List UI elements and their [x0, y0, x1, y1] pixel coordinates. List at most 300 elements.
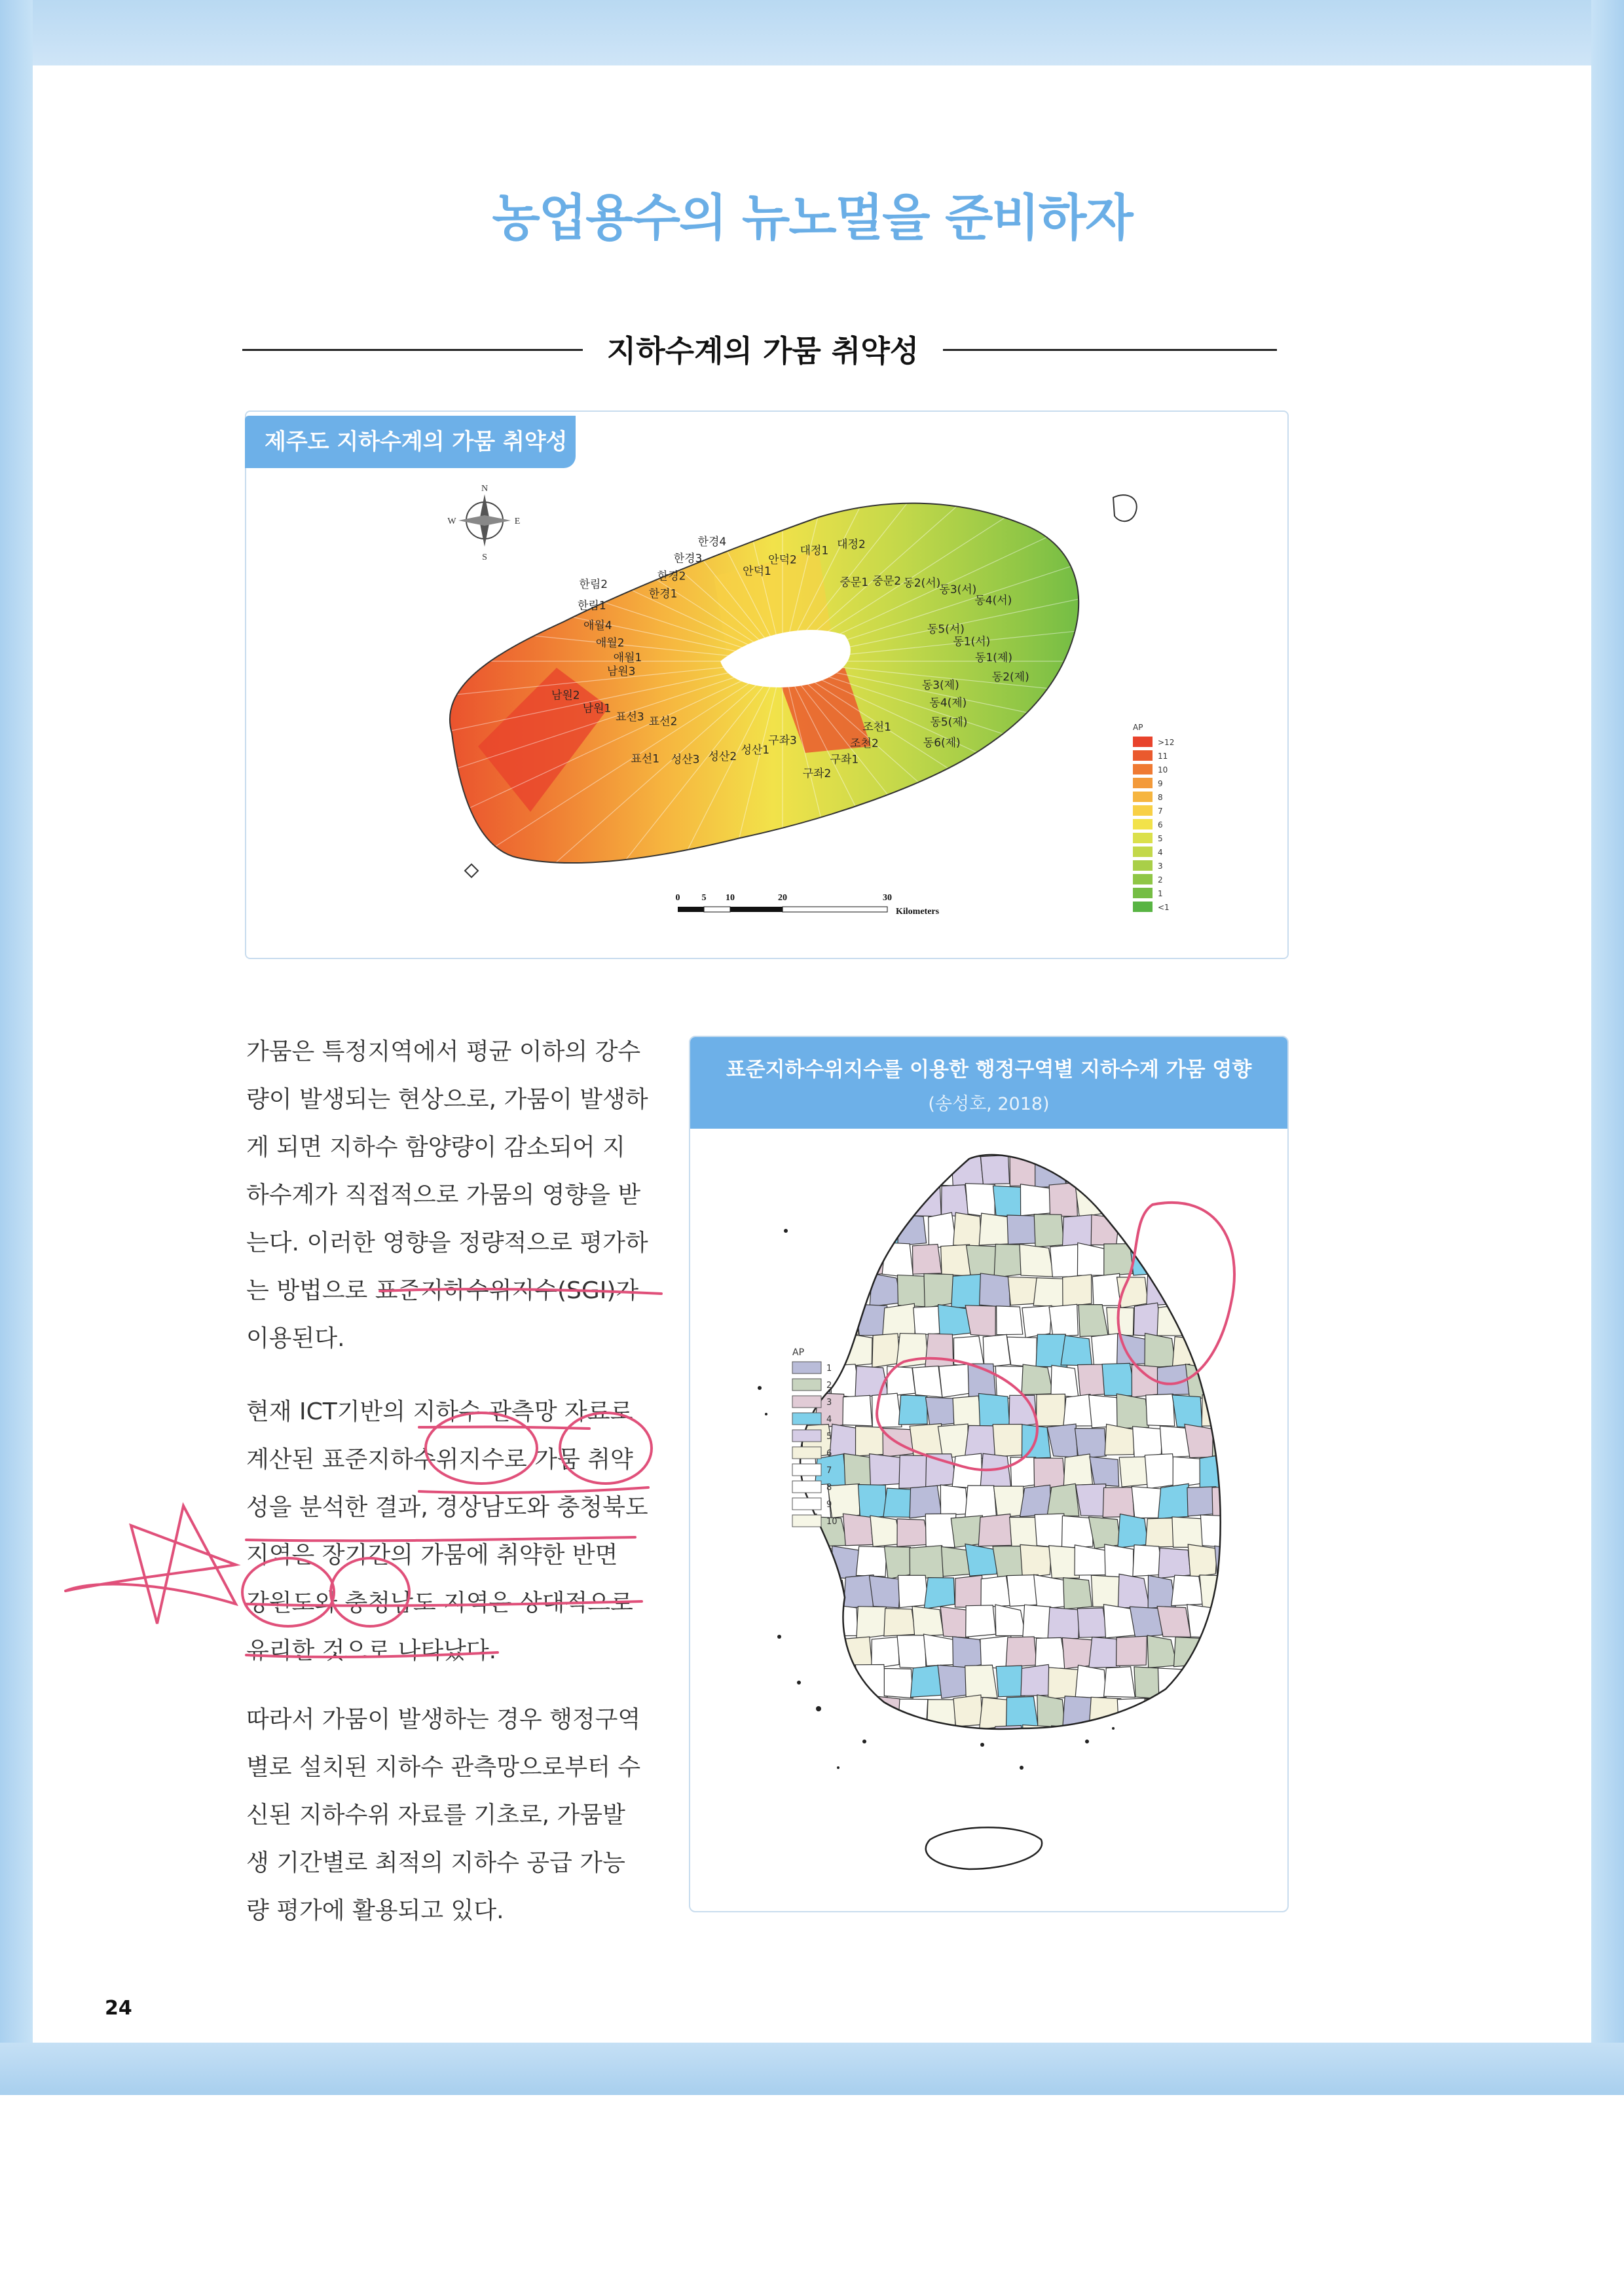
admin-district — [856, 1726, 886, 1758]
page-frame-left — [0, 0, 33, 2095]
jeju-region-label: 남원2 — [551, 689, 580, 702]
legend-swatch — [1133, 750, 1153, 761]
admin-district — [843, 1395, 872, 1425]
admin-district — [1157, 1304, 1188, 1336]
admin-district — [843, 1514, 872, 1546]
admin-district — [843, 1575, 874, 1607]
jeju-map-figure — [413, 471, 1198, 943]
jeju-region-label: 한경2 — [657, 570, 686, 583]
jeju-region-label: 중문1 — [840, 576, 869, 590]
jeju-island-shape — [413, 471, 1189, 930]
legend-label: 7 — [826, 1466, 832, 1476]
korea-figure-source: (송성호, 2018) — [928, 1094, 1050, 1114]
admin-district — [1022, 1364, 1053, 1394]
paragraph-line: 가뭄은 특정지역에서 평균 이하의 강수 — [246, 1038, 641, 1065]
jeju-region-label: 애월2 — [595, 636, 625, 650]
scale-unit: Kilometers — [896, 907, 940, 917]
admin-district — [872, 1393, 902, 1427]
jeju-map-svg — [413, 471, 1198, 943]
jeju-region-label: 동5(서) — [927, 623, 965, 636]
paragraph-2 — [246, 1388, 652, 1675]
admin-district — [802, 1245, 832, 1275]
admin-district — [1092, 1334, 1120, 1366]
admin-district — [844, 1453, 871, 1486]
admin-district — [1089, 1395, 1120, 1428]
jeju-island-outline — [926, 1827, 1042, 1869]
legend-swatch — [1133, 874, 1153, 884]
paragraph-line: 량이 발생되는 현상으로, 가뭄이 발생하 — [246, 1086, 648, 1113]
admin-district — [788, 1213, 819, 1247]
admin-district — [802, 1544, 831, 1576]
jeju-region-label: 대정2 — [837, 538, 866, 552]
paragraph-line: 생 기간별로 최적의 지하수 공급 가능 — [246, 1850, 625, 1876]
legend-swatch — [792, 1447, 821, 1459]
paragraph-line: 는 방법으로 표준지하수위지수(SGI)가 — [246, 1277, 639, 1304]
paragraph-line: 지역은 장기간의 가뭄에 취약한 반면 — [246, 1542, 618, 1569]
admin-district — [1034, 1575, 1066, 1609]
admin-district — [855, 1246, 885, 1277]
admin-district — [965, 1305, 995, 1336]
jeju-region-label: 남원1 — [582, 702, 612, 716]
admin-district — [924, 1273, 956, 1307]
admin-district — [1104, 1667, 1135, 1698]
legend-swatch — [1133, 792, 1153, 802]
admin-district — [925, 1334, 953, 1368]
admin-district — [981, 1155, 1010, 1184]
admin-district — [983, 1334, 1010, 1367]
jeju-region-label: 한경3 — [673, 552, 703, 566]
admin-district — [803, 1606, 832, 1637]
paragraph-line: 현재 ICT기반의 지하수 관측망 자료로 — [246, 1398, 633, 1425]
admin-district — [1009, 1395, 1037, 1427]
admin-district — [1118, 1514, 1148, 1548]
admin-district — [1051, 1365, 1079, 1397]
admin-district — [1131, 1184, 1162, 1214]
admin-district — [802, 1666, 832, 1699]
paragraph-line: 성을 분석한 결과, 경상남도와 충청북도 — [246, 1494, 648, 1521]
admin-district — [1159, 1728, 1187, 1758]
paragraph-3 — [246, 1696, 652, 1935]
admin-district — [938, 1665, 969, 1698]
paragraph-line: 이용된다. — [246, 1325, 345, 1352]
jeju-region-label: 표선1 — [631, 752, 660, 766]
admin-district — [1116, 1636, 1147, 1666]
admin-district — [898, 1395, 927, 1425]
admin-district — [815, 1639, 844, 1669]
admin-district — [883, 1428, 914, 1457]
admin-district — [870, 1154, 899, 1188]
admin-district — [788, 1153, 818, 1186]
jeju-region-label: 조천2 — [850, 737, 879, 751]
jeju-region-label: 조천1 — [862, 721, 891, 735]
admin-district — [940, 1485, 968, 1516]
admin-district — [1076, 1484, 1106, 1516]
admin-district — [1132, 1725, 1160, 1759]
admin-district — [978, 1514, 1011, 1546]
admin-district — [1158, 1246, 1189, 1275]
admin-district — [1213, 1606, 1244, 1639]
legend-label: 7 — [1158, 807, 1163, 816]
legend-label: 10 — [1158, 765, 1168, 774]
admin-district — [1063, 1275, 1092, 1307]
admin-district — [1200, 1454, 1229, 1488]
jeju-region-label: 안덕2 — [768, 553, 797, 567]
page-frame-top — [0, 0, 1624, 65]
admin-district — [1089, 1637, 1120, 1668]
admin-district — [1034, 1214, 1063, 1247]
jeju-region-label: 동4(제) — [929, 696, 967, 710]
admin-district — [882, 1726, 913, 1758]
admin-district — [1160, 1185, 1189, 1216]
legend-label: 2 — [826, 1381, 832, 1391]
admin-district — [980, 1453, 1011, 1488]
admin-district — [1200, 1214, 1232, 1247]
admin-district — [1075, 1429, 1107, 1459]
page-number: 24 — [105, 1997, 132, 2020]
admin-district — [1048, 1607, 1079, 1639]
admin-district — [1061, 1516, 1092, 1548]
admin-district — [993, 1186, 1023, 1217]
admin-district — [938, 1424, 968, 1457]
admin-district — [1023, 1605, 1052, 1638]
admin-district — [923, 1634, 955, 1666]
admin-district — [1090, 1457, 1119, 1486]
admin-district — [1023, 1725, 1051, 1757]
admin-district — [870, 1454, 902, 1486]
legend-label: <1 — [1158, 903, 1170, 912]
admin-district — [788, 1699, 817, 1727]
admin-district — [1063, 1215, 1094, 1247]
admin-district — [913, 1306, 941, 1335]
admin-district — [1091, 1575, 1120, 1607]
jeju-region-label: 성산1 — [741, 743, 770, 757]
admin-district — [1010, 1517, 1037, 1548]
legend-label: 5 — [826, 1432, 832, 1442]
admin-district — [1199, 1273, 1232, 1307]
paragraph-line: 게 되면 지하수 함양량이 감소되어 지 — [246, 1134, 625, 1161]
admin-district — [913, 1245, 942, 1275]
jeju-region-label: 성산2 — [708, 750, 737, 763]
admin-district — [873, 1696, 902, 1730]
jeju-legend — [1133, 723, 1174, 912]
admin-district — [1157, 1364, 1189, 1396]
admin-district — [845, 1697, 874, 1729]
admin-district — [979, 1213, 1009, 1245]
admin-district — [929, 1212, 957, 1248]
admin-district — [912, 1366, 942, 1398]
admin-district — [980, 1698, 1009, 1730]
admin-district — [1075, 1665, 1106, 1698]
jeju-figure-label: 제주도 지하수계의 가뭄 취약성 — [245, 416, 576, 468]
admin-district — [994, 1244, 1024, 1277]
admin-district — [1020, 1485, 1051, 1516]
admin-district — [965, 1665, 997, 1698]
admin-district — [896, 1334, 929, 1368]
scale-tick-label: 0 — [675, 893, 680, 903]
paragraph-line: 신된 지하수위 자료를 기초로, 가뭄발 — [246, 1802, 625, 1829]
admin-district — [1185, 1307, 1215, 1338]
admin-district — [1158, 1484, 1189, 1518]
admin-district — [1103, 1184, 1135, 1216]
legend-swatch — [1133, 902, 1153, 912]
admin-district — [1145, 1333, 1175, 1368]
jeju-region-label: 표선2 — [648, 715, 678, 729]
jeju-region-label: 구좌1 — [830, 753, 859, 767]
admin-district — [870, 1516, 901, 1546]
admin-district — [845, 1334, 872, 1366]
admin-district — [790, 1277, 817, 1308]
admin-district — [1145, 1518, 1176, 1548]
admin-district — [953, 1637, 984, 1669]
legend-label: 10 — [826, 1517, 838, 1527]
jeju-region-label: 성산3 — [671, 753, 700, 767]
legend-swatch — [1133, 764, 1153, 774]
admin-district — [856, 1546, 887, 1576]
legend-swatch — [792, 1515, 821, 1527]
admin-district — [981, 1576, 1010, 1607]
admin-district — [953, 1396, 982, 1428]
admin-district — [1034, 1458, 1065, 1488]
admin-district — [1133, 1427, 1162, 1459]
jeju-region-label: 동6(제) — [923, 737, 961, 750]
admin-district — [887, 1366, 915, 1396]
legend-label: 5 — [1158, 834, 1163, 843]
admin-district — [951, 1516, 982, 1548]
admin-district — [827, 1185, 859, 1217]
section-title: 지하수계의 가뭄 취약성 — [606, 333, 919, 369]
korea-figure-title: 표준지하수위지수를 이용한 행정구역별 지하수계 가뭄 영향 — [726, 1058, 1252, 1082]
jeju-region-label: 중문2 — [872, 574, 902, 588]
admin-district — [965, 1544, 997, 1576]
jeju-region-label: 대정1 — [800, 544, 829, 558]
admin-district — [1036, 1394, 1065, 1426]
jeju-region-label: 구좌2 — [802, 767, 832, 781]
admin-district — [1006, 1637, 1037, 1667]
jeju-region-label: 한림1 — [577, 599, 606, 613]
admin-district — [910, 1485, 942, 1518]
legend-swatch — [1133, 737, 1153, 747]
admin-district — [1172, 1273, 1204, 1307]
admin-district — [967, 1245, 998, 1278]
admin-district — [858, 1484, 886, 1518]
compass-n: N — [481, 484, 489, 494]
admin-district — [980, 1273, 1010, 1307]
admin-district — [817, 1337, 846, 1368]
admin-district — [1200, 1154, 1230, 1187]
admin-district — [1022, 1425, 1050, 1459]
legend-title: AP — [1133, 723, 1143, 732]
admin-district — [1116, 1277, 1148, 1308]
admin-district — [1075, 1725, 1107, 1758]
admin-district — [814, 1697, 845, 1729]
admin-district — [1185, 1364, 1218, 1398]
jeju-region-label: 동1(제) — [975, 651, 1012, 665]
admin-district — [1106, 1724, 1134, 1757]
compass-s: S — [482, 553, 487, 562]
admin-district — [859, 1186, 887, 1217]
legend-label: 3 — [826, 1398, 832, 1408]
admin-district — [1022, 1305, 1052, 1338]
paragraph-line: 량 평가에 활용되고 있다. — [246, 1897, 504, 1924]
admin-district — [787, 1578, 818, 1608]
compass-e: E — [514, 517, 521, 526]
admin-district — [953, 1695, 982, 1726]
legend-swatch — [792, 1362, 821, 1374]
admin-district — [898, 1575, 928, 1607]
scale-tick-label: 10 — [726, 893, 735, 903]
admin-district — [1172, 1395, 1202, 1429]
admin-district — [899, 1455, 929, 1488]
legend-label: 1 — [1158, 889, 1163, 898]
jeju-region-label: 안덕1 — [743, 565, 771, 579]
paragraph-line: 하수계가 직접적으로 가뭄의 영향을 받 — [246, 1182, 641, 1209]
jeju-region-label: 동4(서) — [974, 594, 1012, 608]
legend-label: 1 — [826, 1364, 832, 1374]
admin-district — [910, 1424, 942, 1457]
admin-district — [1143, 1214, 1175, 1246]
admin-district — [1130, 1607, 1162, 1637]
admin-district — [1049, 1182, 1077, 1216]
admin-district — [814, 1273, 846, 1307]
admin-district — [841, 1273, 874, 1307]
admin-district — [1021, 1664, 1052, 1696]
admin-district — [1105, 1424, 1134, 1455]
legend-label: 4 — [826, 1415, 832, 1425]
admin-district — [1020, 1245, 1054, 1277]
paragraph-line: 유리한 것으로 나타났다. — [246, 1637, 497, 1664]
admin-district — [1145, 1454, 1176, 1489]
admin-district — [898, 1153, 928, 1184]
admin-district — [855, 1426, 886, 1456]
admin-district — [855, 1366, 889, 1396]
korea-map-figure — [720, 1139, 1257, 1892]
admin-district — [1033, 1278, 1064, 1307]
admin-district — [790, 1637, 818, 1666]
legend-swatch — [1133, 819, 1153, 829]
admin-district — [1173, 1457, 1202, 1487]
admin-district — [815, 1153, 845, 1184]
admin-district — [884, 1609, 915, 1636]
heading-rule-left — [242, 349, 583, 351]
admin-district — [996, 1666, 1025, 1697]
admin-district — [1006, 1696, 1039, 1728]
admin-district — [1215, 1307, 1246, 1337]
admin-district — [897, 1519, 929, 1547]
admin-district — [1157, 1606, 1190, 1637]
admin-district — [884, 1668, 913, 1698]
admin-district — [803, 1305, 830, 1337]
admin-district — [842, 1216, 872, 1245]
admin-district — [992, 1726, 1022, 1760]
legend-label: 8 — [1158, 793, 1163, 802]
admin-district — [843, 1153, 875, 1187]
admin-district — [800, 1183, 834, 1214]
admin-district — [1089, 1517, 1121, 1548]
admin-district — [924, 1578, 955, 1609]
admin-district — [1213, 1666, 1244, 1698]
admin-district — [1102, 1363, 1136, 1396]
korea-map-svg — [720, 1139, 1257, 1892]
admin-district — [1047, 1484, 1079, 1516]
admin-district — [924, 1154, 956, 1186]
jeju-region-label: 표선3 — [616, 710, 644, 724]
admin-district — [1119, 1457, 1149, 1487]
admin-district — [828, 1244, 859, 1278]
legend-label: 8 — [826, 1483, 832, 1493]
admin-district — [872, 1637, 899, 1668]
admin-district — [897, 1275, 928, 1307]
admin-district — [1007, 1575, 1039, 1606]
marado-island — [465, 864, 478, 877]
admin-district — [1174, 1697, 1204, 1728]
jeju-region-label: 구좌3 — [768, 734, 797, 748]
admin-district — [993, 1424, 1025, 1457]
legend-swatch — [792, 1396, 821, 1408]
legend-label: 9 — [826, 1500, 832, 1510]
admin-district — [1158, 1548, 1190, 1578]
jeju-region-label: 동2(서) — [903, 577, 941, 591]
admin-district — [1188, 1544, 1217, 1577]
admin-district — [1007, 1337, 1037, 1367]
jeju-region-label: 동3(서) — [939, 583, 977, 596]
legend-swatch — [792, 1464, 821, 1476]
jeju-region-label: 동2(제) — [991, 670, 1029, 684]
admin-district — [940, 1607, 969, 1638]
legend-title: AP — [792, 1347, 805, 1358]
admin-district — [882, 1243, 913, 1278]
scale-tick-label: 5 — [701, 893, 707, 903]
admin-district — [966, 1605, 996, 1637]
legend-label: 6 — [826, 1449, 832, 1459]
scale-bar — [676, 893, 940, 917]
admin-district — [830, 1726, 858, 1760]
admin-district — [1201, 1639, 1230, 1669]
admin-district — [1158, 1668, 1189, 1698]
paragraph-line: 는다. 이러한 영향을 정량적으로 평가하 — [246, 1230, 648, 1256]
compass-w: W — [447, 517, 456, 526]
jeju-region-label: 남원3 — [606, 665, 636, 678]
admin-district — [1200, 1515, 1232, 1548]
admin-district — [1175, 1214, 1202, 1247]
udo-island — [1113, 495, 1137, 521]
admin-district — [830, 1304, 858, 1334]
heading-rule-right — [943, 349, 1277, 351]
korea-figure-header — [690, 1037, 1287, 1129]
jeju-region-label: 동1(서) — [953, 635, 991, 649]
paragraph-line: 따라서 가뭄이 발생하는 경우 행정구역 — [246, 1706, 641, 1733]
legend-swatch — [1133, 888, 1153, 898]
admin-district — [968, 1364, 996, 1398]
admin-district — [912, 1607, 944, 1637]
admin-district — [1212, 1486, 1245, 1516]
admin-district — [910, 1546, 943, 1578]
scale-tick-label: 30 — [883, 893, 892, 903]
admin-district — [1052, 1726, 1080, 1759]
main-title: 농업용수의 뉴노멀을 준비하자 — [492, 189, 1132, 247]
admin-district — [1216, 1247, 1245, 1277]
admin-district — [1035, 1637, 1066, 1668]
admin-district — [1049, 1304, 1078, 1336]
admin-district — [993, 1486, 1024, 1518]
admin-district — [951, 1274, 983, 1308]
legend-swatch — [792, 1481, 821, 1493]
admin-district — [965, 1485, 997, 1518]
admin-district — [1035, 1514, 1064, 1548]
admin-district — [897, 1635, 926, 1669]
legend-label: 2 — [1158, 875, 1163, 884]
admin-district — [1189, 1183, 1218, 1217]
admin-district — [965, 1184, 995, 1218]
